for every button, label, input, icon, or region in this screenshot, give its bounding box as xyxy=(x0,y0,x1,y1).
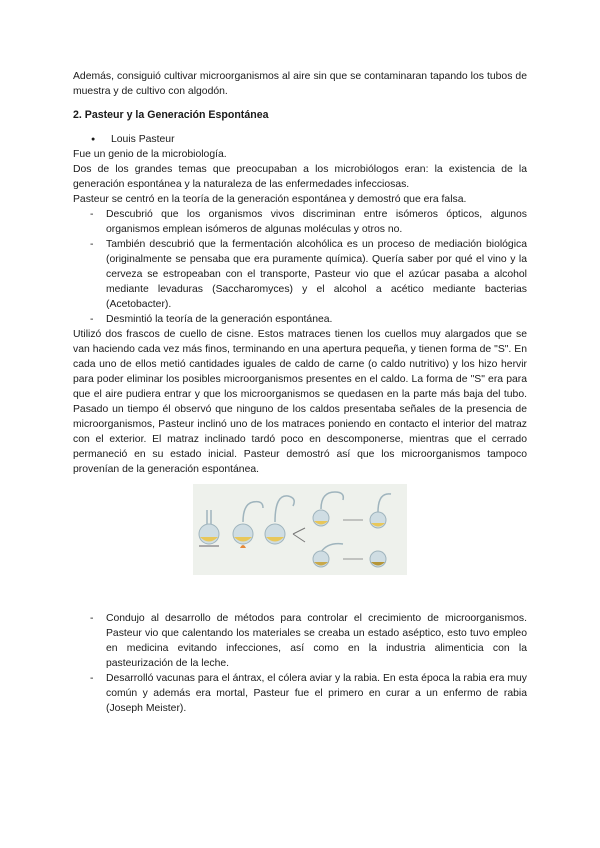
paragraph-2: Dos de los grandes temas que preocupaban a los microbiólogos eran: la existencia de la generación espontánea y la naturaleza de las enfermedades infecciosas. xyxy=(73,164,527,190)
list-item-text: Desmintió la teoría de la generación espontánea. xyxy=(106,314,333,325)
dash-marker: - xyxy=(90,209,94,220)
list-item xyxy=(73,671,527,716)
paragraph-1: Fue un genio de la microbiología. xyxy=(73,149,227,160)
discoveries-list xyxy=(73,207,527,327)
dash-marker: - xyxy=(90,673,94,684)
list-item xyxy=(73,237,527,312)
section-heading: 2. Pasteur y la Generación Espontánea xyxy=(73,109,269,121)
list-item xyxy=(73,312,527,327)
list-item xyxy=(73,207,527,237)
dash-marker: - xyxy=(90,314,94,325)
dash-marker: - xyxy=(90,613,94,624)
paragraph-3: Pasteur se centró en la teoría de la generación espontánea y demostró que era falsa. xyxy=(73,194,467,205)
contributions-list xyxy=(73,611,527,716)
bullet-item xyxy=(91,132,527,147)
paragraph-4: Utilizó dos frascos de cuello de cisne. Estos matraces tienen los cuellos muy alargados que se van haciendo cada vez más finos, terminando en una apertura pequeña, y tienen forma de "S". En cada uno de ellos metió cantidades iguales de caldo de carne (o caldo nutritivo) y los hizo hervir para poder eliminar los posibles microorganismos presentes en el caldo. La forma de "S" era para que el aire pudiera entrar y que los microorganismos se quedasen en la parte más baja del tubo. Pasado un tiempo él observó que ninguno de los caldos presentaba señales de la presencia de microorganismos, Pasteur inclinó uno de los matraces poniendo en contacto el interior del matraz con el exterior. El matraz inclinado tardó poco en descomponerse, mientras que el cerrado permaneció en su estado inicial. Pasteur demostró así que los microorganismos tampoco provenían de la generación espontánea. xyxy=(73,329,527,475)
bullet-text: Louis Pasteur xyxy=(111,134,175,145)
bullet-icon: ● xyxy=(91,136,96,143)
flask-experiment-illustration xyxy=(193,484,407,575)
list-item-text: También descubrió que la fermentación alcohólica es un proceso de mediación biológica (originalmente se pensaba que era puramente química). Quería saber por qué el vino y la cerveza se estropeaban con el transporte, Pasteur vio que el azúcar pasaba a alcohol mediante levaduras (Saccharomyces) y el alcohol a acético mediante bacterias (Acetobacter). xyxy=(106,239,527,310)
intro-paragraph: Además, consiguió cultivar microorganismos al aire sin que se contaminaran tapando los tubos de muestra y de cultivo con algodón. xyxy=(73,71,527,97)
swan-neck-flask-figure xyxy=(73,484,527,575)
document-content xyxy=(73,69,527,716)
flask-icon xyxy=(370,551,386,567)
list-item-text: Desarrolló vacunas para el ántrax, el cólera aviar y la rabia. En esta época la rabia era muy común y además era mortal, Pasteur fue el primero en curar a un enfermo de rabia (Joseph Meister). xyxy=(106,673,527,714)
list-item-text: Condujo al desarrollo de métodos para controlar el crecimiento de microorganismos. Pasteur vio que calentando los materiales se creaba un estado aséptico, esto tuvo empleo en medicina evitando infecciones, así como en la industria alimenticia con la pasteurización de la leche. xyxy=(106,613,527,669)
dash-marker: - xyxy=(90,239,94,250)
list-item xyxy=(73,611,527,671)
list-item-text: Descubrió que los organismos vivos discriminan entre isómeros ópticos, algunos organismos emplean isómeros de algunas moléculas y otros no. xyxy=(106,209,527,235)
